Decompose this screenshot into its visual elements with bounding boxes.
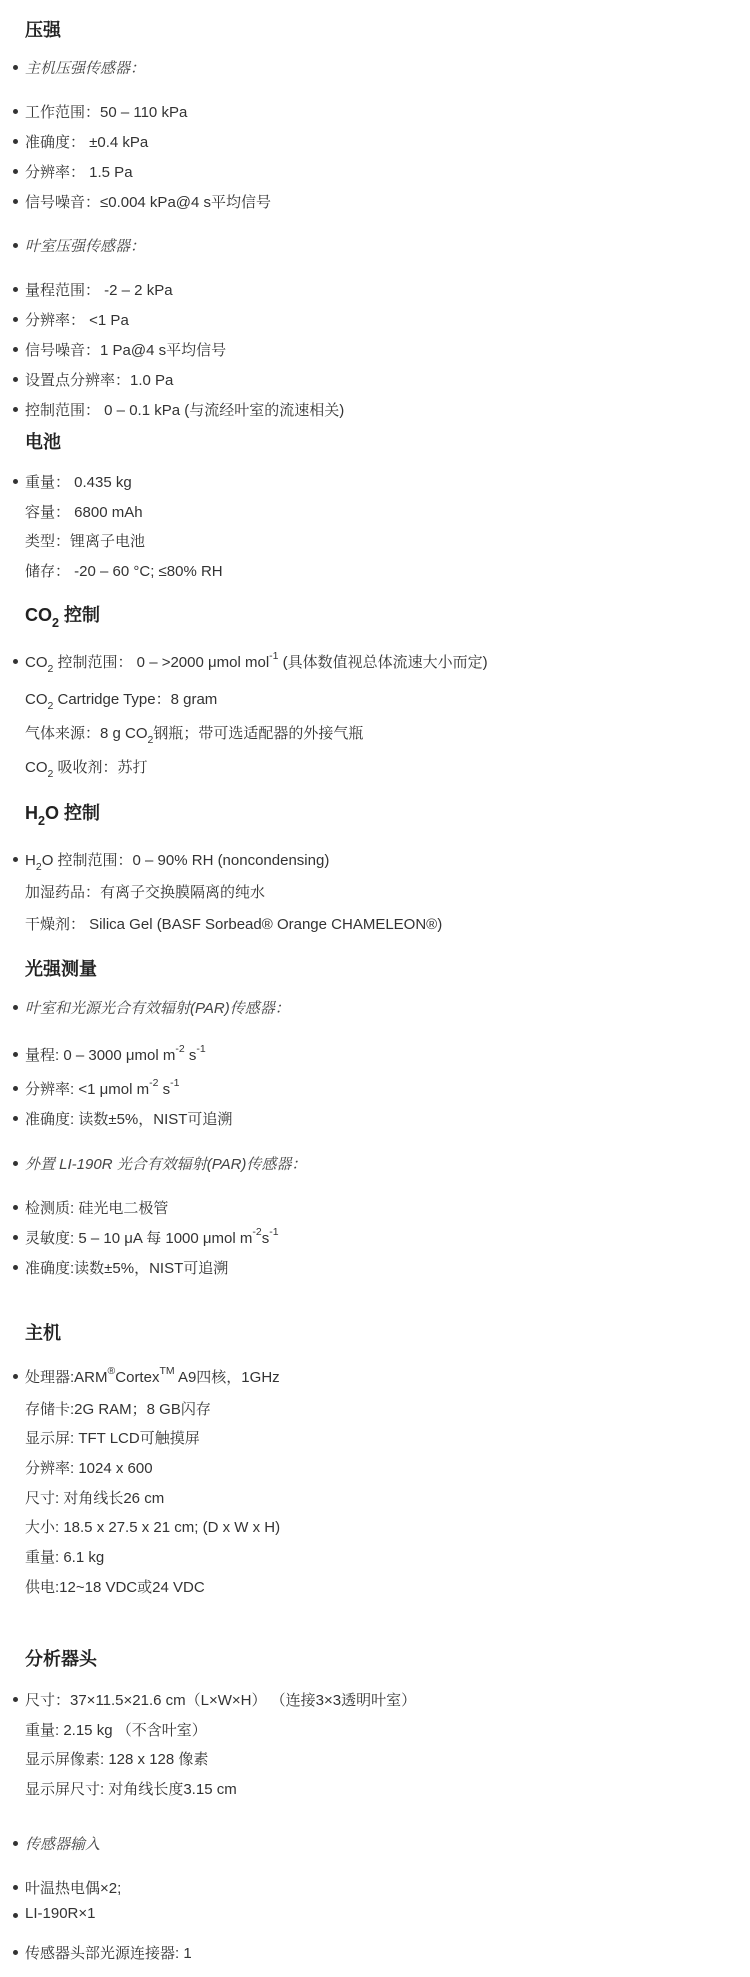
- spec-item: 储存： -20 – 60 °C; ≤80% RH: [25, 563, 223, 580]
- spec-item: 准确度: 读数±5%，NIST可追溯: [25, 1108, 232, 1129]
- spec-item-sensitivity: 灵敏度: 5 – 10 μA 每 1000 μmol $m^{-2}s^{-1}$: [25, 1226, 279, 1247]
- spec-item-par-resolution: 分辨率: <1 μmol $m^{-2}$ $s^{-1}$: [25, 1077, 180, 1098]
- spec-item: 量程范围： -2 – 2 kPa: [25, 279, 173, 300]
- subsection-sensor-inputs: 传感器输入: [25, 1833, 100, 1854]
- subsection-chamber-pressure-sensor: 叶室压强传感器：: [25, 235, 145, 256]
- spec-item: 控制范围： 0 – 0.1 kPa (与流经叶室的流速相关): [25, 399, 344, 420]
- spec-item: 显示屏尺寸: 对角线长度3.15 cm: [25, 1781, 237, 1798]
- spec-item: 设置点分辨率：1.0 Pa: [25, 369, 173, 390]
- spec-item: 工作范围：50 – 110 kPa: [25, 101, 187, 122]
- spec-item: LI-190R×1: [25, 1905, 96, 1922]
- spec-item: 类型：锂离子电池: [25, 533, 146, 550]
- subsection-ext-par-sensor: 外置 LI-190R 光合有效辐射(PAR)传感器：: [25, 1153, 306, 1174]
- section-title-co2-control: $CO_2$ 控制: [25, 605, 101, 630]
- spec-item: 尺寸：37×11.5×21.6 cm（L×W×H） （连接3×3透明叶室）: [25, 1689, 416, 1710]
- subsection-host-pressure-sensor: 主机压强传感器：: [25, 57, 145, 78]
- spec-item: 存储卡:2G RAM；8 GB闪存: [25, 1401, 211, 1418]
- spec-item: 大小: 18.5 x 27.5 x 21 cm; (D x W x H): [25, 1519, 281, 1536]
- spec-item: 信号噪音：1 Pa@4 s平均信号: [25, 339, 226, 360]
- section-title-pressure: 压强: [25, 20, 61, 40]
- spec-item: 准确度： ±0.4 kPa: [25, 131, 148, 152]
- spec-item: 重量: 6.1 kg: [25, 1549, 105, 1566]
- section-title-analyzer-head: 分析器头: [25, 1649, 97, 1669]
- spec-item-co2-cartridge: $CO_2$ Cartridge Type：8 gram: [25, 691, 218, 713]
- spec-item: 分辨率： 1.5 Pa: [25, 161, 133, 182]
- spec-item: 供电:12~18 VDC或24 VDC: [25, 1579, 205, 1596]
- spec-item: 准确度:读数±5%，NIST可追溯: [25, 1257, 228, 1278]
- spec-item: 显示屏像素: 128 x 128 像素: [25, 1751, 209, 1768]
- spec-item: 检测质: 硅光电二极管: [25, 1197, 168, 1218]
- spec-item-co2-absorbent: $CO_2$ 吸收剂：苏打: [25, 759, 148, 781]
- spec-item: 显示屏: TFT LCD可触摸屏: [25, 1430, 200, 1447]
- section-title-h2o-control: $H_2O$ 控制: [25, 803, 101, 828]
- spec-item-co2-range: $CO_2$ 控制范围： 0 – >2000 μmol mol$^{-1}$ (具体数值视总体流速大小而定): [25, 650, 488, 676]
- spec-item: 分辨率: 1024 x 600: [25, 1460, 153, 1477]
- spec-item-desiccant: 干燥剂： Silica Gel (BASF Sorbead® Orange CHAMELEON®): [25, 916, 443, 933]
- spec-item: 分辨率： <1 Pa: [25, 309, 129, 330]
- section-title-console: 主机: [25, 1323, 61, 1343]
- spec-item: 叶温热电偶×2;: [25, 1877, 121, 1898]
- spec-item: 尺寸: 对角线长26 cm: [25, 1490, 165, 1507]
- spec-item: 重量: 2.15 kg （不含叶室）: [25, 1722, 207, 1739]
- subsection-par-sensor: 叶室和光源光合有效辐射(PAR)传感器：: [25, 997, 290, 1018]
- spec-item-par-range: 量程: 0 – 3000 μmol $m^{-2}$ $s^{-1}$: [25, 1043, 206, 1064]
- spec-item: 容量： 6800 mAh: [25, 504, 143, 521]
- spec-item-h2o-range: $H_2O$ 控制范围：0 – 90% RH (noncondensing): [25, 849, 329, 870]
- spec-item-gas-source: 气体来源：8 g $CO_2$钢瓶；带可选适配器的外接气瓶: [25, 725, 364, 747]
- section-title-battery: 电池: [25, 432, 61, 452]
- spec-item: 重量： 0.435 kg: [25, 471, 132, 492]
- section-title-light: 光强测量: [25, 959, 97, 979]
- spec-item-cpu: 处理器:ARM®Cortex™ A9四核，1GHz: [25, 1365, 280, 1386]
- spec-item: 传感器头部光源连接器: 1: [25, 1942, 192, 1963]
- spec-item: 信号噪音：≤0.004 kPa@4 s平均信号: [25, 191, 271, 212]
- spec-item-humidifier: 加湿药品：有离子交换膜隔离的纯水: [25, 884, 266, 901]
